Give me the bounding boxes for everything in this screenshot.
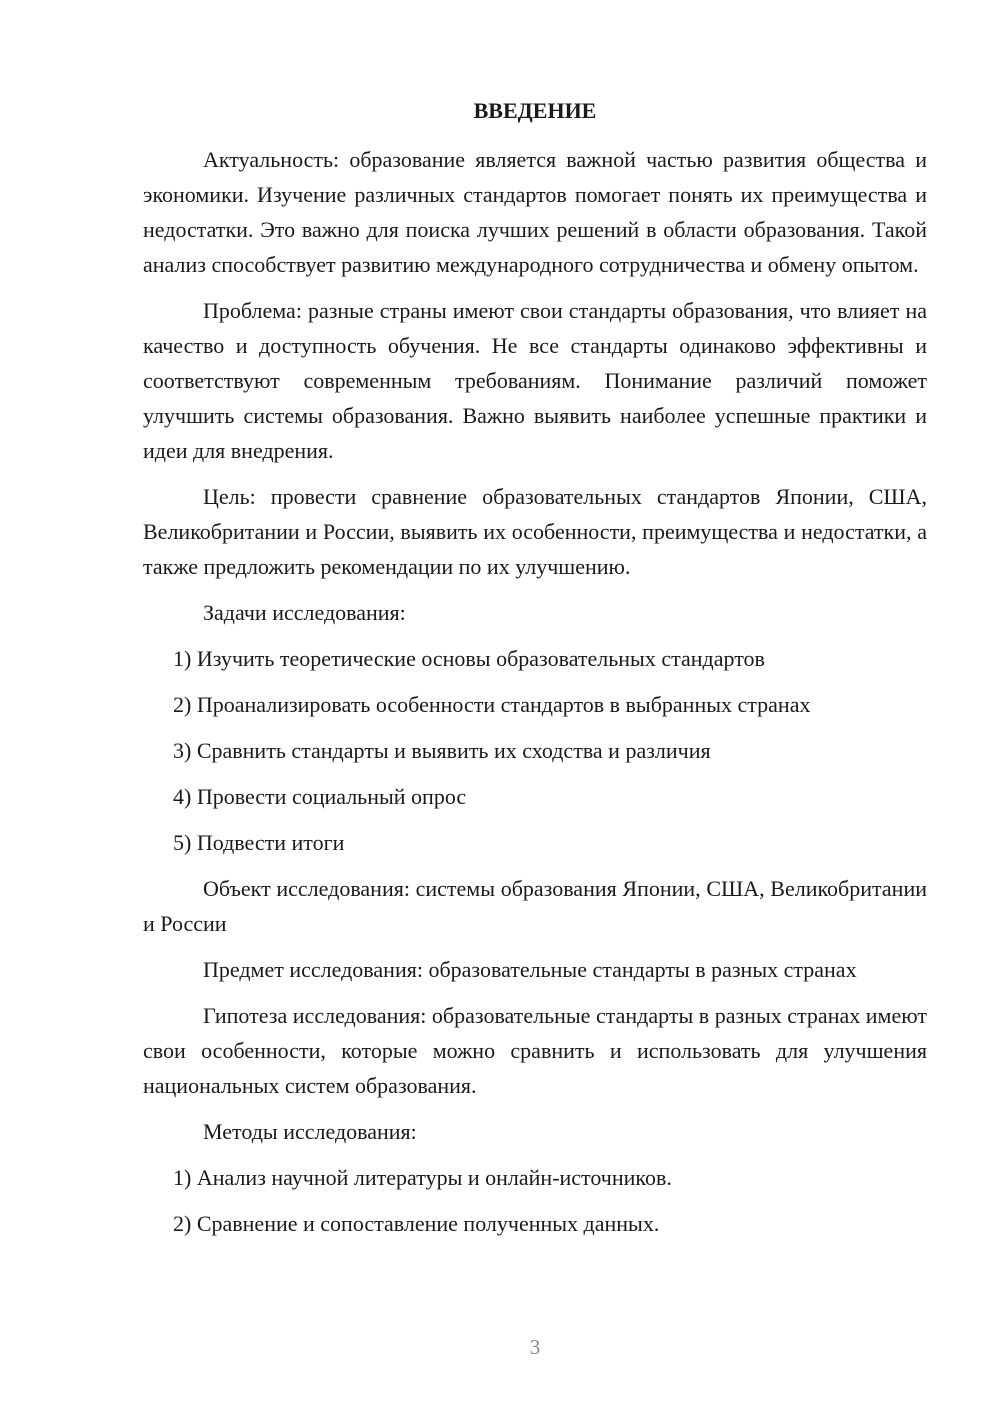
task-item-4: 4) Провести социальный опрос	[173, 784, 467, 809]
paragraph-subject: Предмет исследования: образовательные стандарты в разных странах	[203, 957, 857, 982]
paragraph-hypothesis: Гипотеза исследования: образовательные стандарты в разных странах имеют свои особенности, которые можно сравнить и использовать для улучшения национальных систем образования.	[143, 1003, 927, 1098]
method-item-2: 2) Сравнение и сопоставление полученных данных.	[173, 1211, 660, 1236]
paragraph-problem: Проблема: разные страны имеют свои стандарты образования, что влияет на качество и доступность обучения. Не все стандарты одинаково эффективны и соответствуют современным требованиям. Понимание различий поможет улучшить системы образования. Важно выявить наиболее успешные практики и идеи для внедрения.	[143, 298, 927, 463]
task-item-1: 1) Изучить теоретические основы образовательных стандартов	[173, 646, 765, 671]
method-item-1: 1) Анализ научной литературы и онлайн-источников.	[173, 1165, 672, 1190]
paragraph-relevance: Актуальность: образование является важной частью развития общества и экономики. Изучение различных стандартов помогает понять их преимущества и недостатки. Это важно для поиска лучших решений в области образования. Такой анализ способствует развитию международного сотрудничества и обмену опытом.	[143, 147, 927, 277]
task-item-2: 2) Проанализировать особенности стандартов в выбранных странах	[173, 692, 811, 717]
task-item-3: 3) Сравнить стандарты и выявить их сходства и различия	[173, 738, 711, 763]
paragraph-methods-heading: Методы исследования:	[203, 1119, 417, 1144]
paragraph-goal: Цель: провести сравнение образовательных стандартов Японии, США, Великобритании и России, выявить их особенности, преимущества и недостатки, а также предложить рекомендации по их улучшению.	[143, 484, 927, 579]
section-title: ВВЕДЕНИЕ	[473, 98, 597, 123]
paragraph-tasks-heading: Задачи исследования:	[203, 600, 406, 625]
body-text	[143, 142, 927, 1252]
paragraph-object: Объект исследования: системы образования Японии, США, Великобритании и России	[143, 876, 927, 936]
task-item-5: 5) Подвести итоги	[173, 830, 345, 855]
page-number: 3	[529, 1335, 541, 1359]
